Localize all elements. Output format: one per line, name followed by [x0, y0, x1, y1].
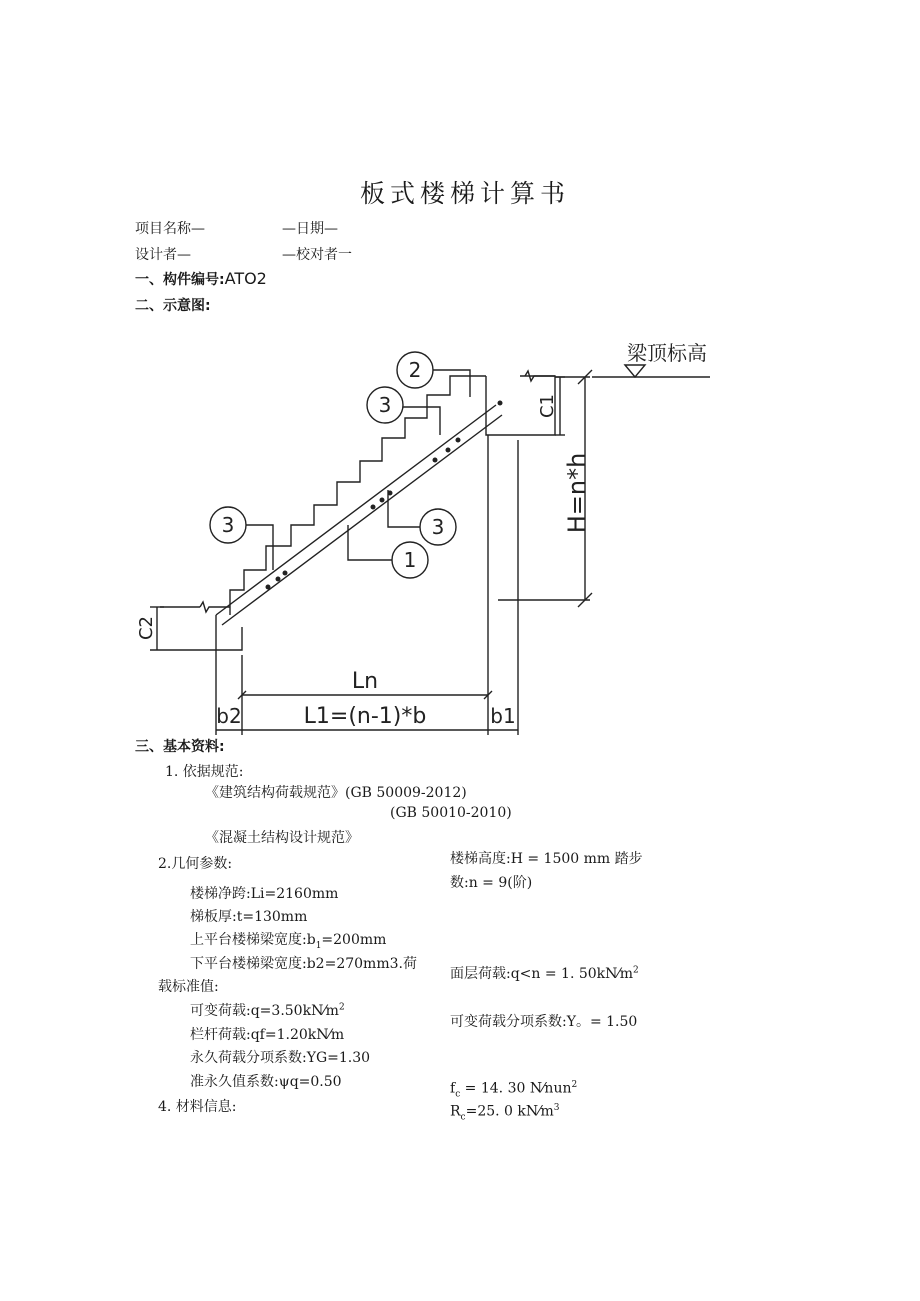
railing-load: 栏杆荷载:qf=1.20kN⁄m	[190, 1027, 345, 1043]
concrete-strength-sup: 2	[571, 1080, 578, 1090]
page-title: 板式楼梯计算书	[360, 179, 571, 208]
checker-label: —校对者一	[282, 247, 352, 263]
concrete-strength-value: = 14. 30 N⁄nun	[460, 1080, 572, 1097]
surface-load	[450, 963, 639, 983]
beam-top-label: 梁顶标高	[627, 341, 707, 365]
variable-load-text: 可变荷载:q=3.50kN⁄m	[190, 1003, 339, 1019]
upper-beam-width-value: =200mm	[321, 932, 387, 948]
concrete-unit-weight-sup: 3	[553, 1103, 560, 1113]
section3-heading: 三、基本资料:	[135, 739, 225, 755]
ln-label: Ln	[351, 669, 379, 694]
lower-beam-width: 下平台楼梯梁宽度:b2=270mm3.荷	[190, 956, 417, 972]
component-code: ATO2	[224, 269, 267, 288]
concrete-unit-weight-symbol: R	[450, 1103, 461, 1120]
concrete-strength-sub: c	[455, 1089, 461, 1100]
designer-label: 设计者—	[135, 247, 191, 263]
surface-load-sup: 2	[633, 965, 639, 976]
callout-3-left: 3	[221, 513, 235, 537]
stair-height-line2: 数:n = 9(阶)	[450, 875, 533, 891]
surface-load-text: 面层荷载:q<n = 1. 50kN⁄m	[450, 966, 634, 982]
standard-concrete-code-number: (GB 50010-2010)	[390, 805, 512, 821]
net-span: 楼梯净跨:Li=2160mm	[190, 886, 339, 902]
concrete-strength-symbol: f	[450, 1080, 456, 1097]
quasi-permanent-factor: 准永久值系数:ψq=0.50	[190, 1074, 342, 1090]
b2-label: b2	[216, 704, 242, 728]
load-standard-label: 载标准值:	[158, 979, 219, 995]
permanent-load-factor: 永久荷载分项系数:YG=1.30	[190, 1050, 371, 1066]
concrete-unit-weight-value: =25. 0 kN⁄m	[465, 1103, 554, 1120]
standard-concrete-code-name: 《混凝土结构设计规范》	[205, 830, 359, 846]
concrete-unit-weight-sub: c	[460, 1112, 466, 1123]
item4-label: 4. 材料信息:	[158, 1099, 237, 1115]
callout-2: 2	[408, 358, 422, 382]
callout-1: 1	[403, 548, 417, 572]
height-label: H=n*h	[563, 452, 591, 534]
stair-diagram	[130, 325, 710, 735]
date-label: —日期—	[282, 221, 338, 237]
concrete-strength	[450, 1080, 577, 1099]
upper-beam-width	[190, 929, 386, 951]
callout-3-upper: 3	[378, 393, 392, 417]
c1-label: C1	[537, 393, 558, 419]
item2-label: 2.几何参数:	[158, 856, 233, 872]
item1-label: 1. 依据规范:	[165, 764, 244, 780]
variable-load	[190, 1000, 345, 1020]
section2-heading: 二、示意图:	[135, 298, 211, 314]
upper-beam-width-sub: 1	[315, 940, 322, 951]
variable-load-factor: 可变荷载分项系数:Y。= 1.50	[450, 1014, 638, 1030]
l1-label: L1=(n-1)*b	[303, 704, 427, 729]
stair-height-line1: 楼梯高度:H = 1500 mm 踏步	[450, 851, 643, 867]
b1-label: b1	[490, 704, 516, 728]
c2-label: C2	[136, 615, 157, 641]
callout-3-right: 3	[431, 515, 445, 539]
section1-label: 一、构件编号:	[135, 272, 225, 288]
project-name-label: 项目名称—	[135, 221, 205, 237]
section1-heading	[135, 269, 267, 289]
variable-load-sup: 2	[338, 1002, 345, 1013]
slab-thickness: 梯板厚:t=130mm	[190, 909, 308, 925]
upper-beam-width-prefix: 上平台楼梯梁宽度:b	[190, 932, 316, 948]
standard-load-code: 《建筑结构荷载规范》(GB 50009-2012)	[205, 785, 467, 801]
concrete-unit-weight	[450, 1103, 559, 1122]
